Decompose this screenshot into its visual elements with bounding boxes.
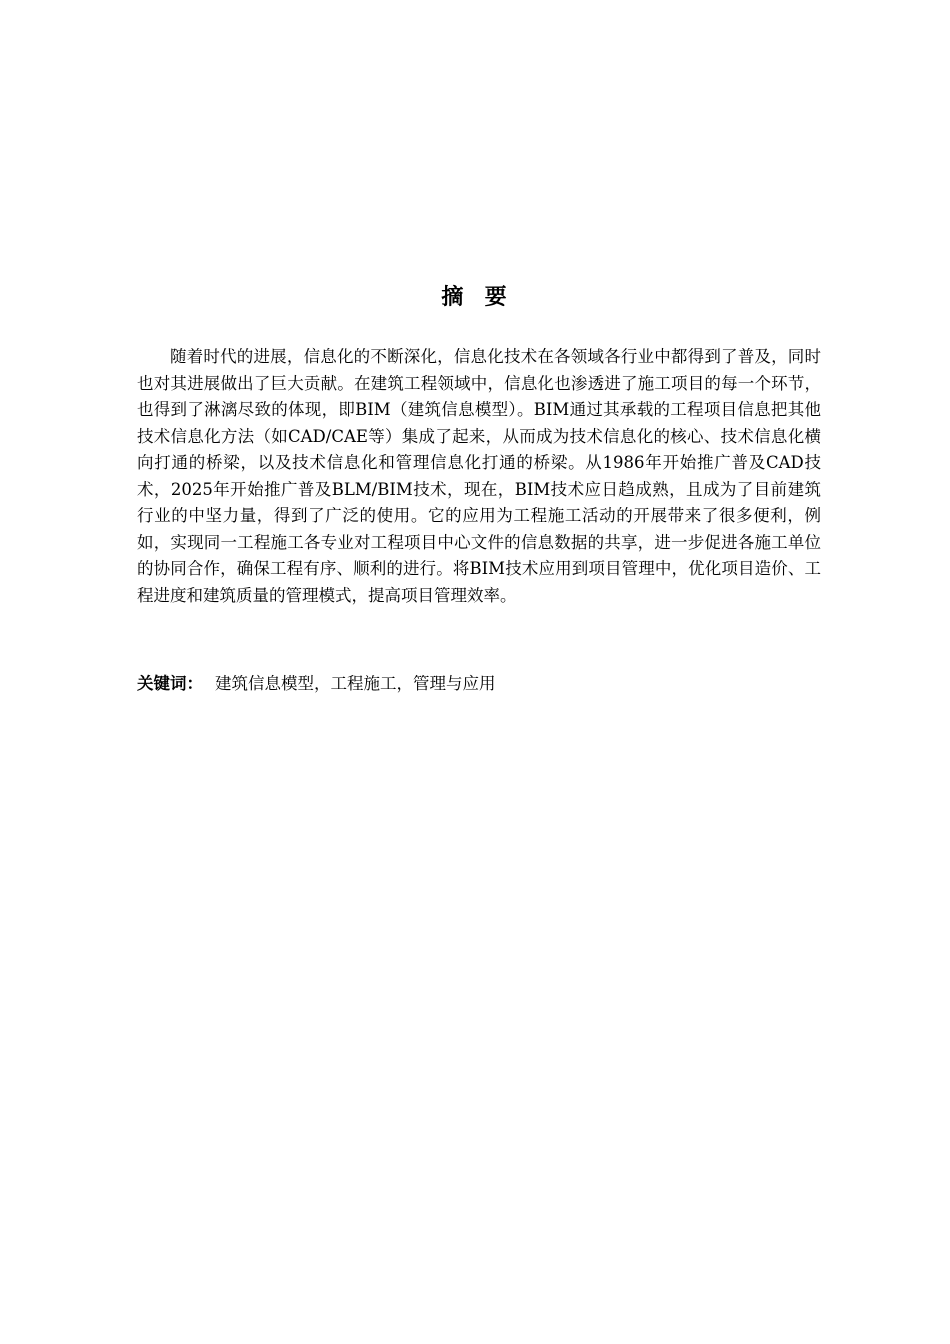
page-title: 摘 要 xyxy=(441,285,509,310)
abstract-paragraph: 随着时代的进展，信息化的不断深化，信息化技术在各领域各行业中都得到了普及，同时也对其进展做出了巨大贡献。在建筑工程领域中，信息化也渗透进了施工项目的每一个环节，也得到了淋漓尽致的体现，即BIM（建筑信息模型）。BIM通过其承载的工程项目信息把其他技术信息化方法（如CAD/CAE等）集成了起来，从而成为技术信息化的核心、技术信息化横向打通的桥梁，以及技术信息化和管理信息化打通的桥梁。从1986年开始推广普及CAD技术，2025年开始推广普及BLM/BIM技术，现在，BIM技术应日趋成熟，且成为了目前建筑行业的中坚力量，得到了广泛的使用。它的应用为工程施工活动的开展带来了很多便利，例如，实现同一工程施工各专业对工程项目中心文件的信息数据的共享，进一步促进各施工单位的协同合作，确保工程有序、顺利的进行。将BIM技术应用到项目管理中，优化项目造价、工程进度和建筑质量的管理模式，提高项目管理效率。 xyxy=(137,347,821,605)
keywords-line xyxy=(137,671,821,697)
keywords-label: 关键词： xyxy=(137,674,203,693)
keywords-value: 建筑信息模型，工程施工，管理与应用 xyxy=(215,674,496,693)
